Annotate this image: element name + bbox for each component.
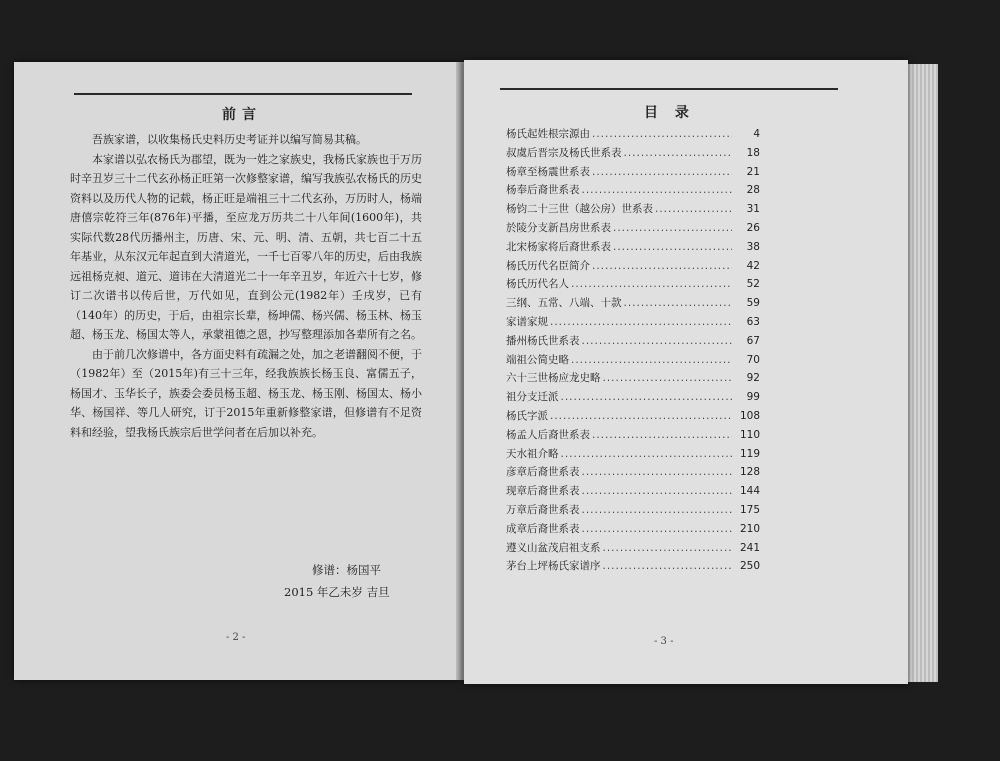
toc-entry-title: 现章后裔世系表 bbox=[506, 485, 580, 498]
toc-leader-dots bbox=[550, 410, 732, 422]
toc-entry bbox=[506, 446, 760, 465]
toc-entry-title: 万章后裔世系表 bbox=[506, 503, 580, 516]
toc-entry-page: 119 bbox=[739, 447, 760, 460]
toc-entry-page: 250 bbox=[739, 560, 760, 573]
toc-entry bbox=[506, 295, 760, 314]
toc-entry bbox=[506, 220, 760, 239]
toc-entry-page: 175 bbox=[739, 503, 760, 516]
toc-entry bbox=[506, 352, 760, 371]
toc-entry-page: 4 bbox=[753, 128, 760, 140]
toc-entry bbox=[506, 389, 760, 408]
toc-entry bbox=[506, 427, 760, 446]
toc-entry-title: 家谱家规 bbox=[506, 315, 548, 328]
toc-leader-dots bbox=[582, 485, 733, 497]
toc-entry bbox=[506, 408, 760, 427]
toc-entry-page: 70 bbox=[746, 353, 760, 366]
toc-entry bbox=[506, 540, 760, 559]
page-title: 目 录 bbox=[644, 105, 695, 121]
toc-entry-page: 18 bbox=[746, 146, 760, 159]
toc-leader-dots bbox=[655, 203, 732, 215]
toc-entry-title: 北宋杨家将后裔世系表 bbox=[506, 240, 611, 253]
toc-entry bbox=[506, 502, 760, 521]
toc-entry bbox=[506, 145, 760, 164]
toc-entry bbox=[506, 464, 760, 483]
toc-entry bbox=[506, 182, 760, 201]
toc-leader-dots bbox=[603, 560, 733, 572]
toc-entry-page: 241 bbox=[739, 541, 760, 554]
toc-entry-title: 杨孟人后裔世系表 bbox=[506, 428, 590, 441]
toc-entry-page: 108 bbox=[739, 409, 760, 422]
header-rule bbox=[500, 88, 838, 90]
toc-leader-dots bbox=[571, 354, 732, 366]
toc-entry-title: 三纲、五常、八端、十款 bbox=[506, 297, 622, 310]
toc-leader-dots bbox=[603, 372, 733, 384]
toc-leader-dots bbox=[582, 335, 733, 347]
table-of-contents bbox=[506, 126, 760, 577]
toc-entry-page: 42 bbox=[746, 259, 760, 272]
toc-entry-page: 92 bbox=[746, 372, 760, 385]
page-edges bbox=[904, 64, 938, 682]
toc-entry-page: 210 bbox=[739, 522, 760, 535]
paragraph: 由于前几次修谱中，各方面史料有疏漏之处，加之老谱翻阅不便，于（1982年）至（2015年)有三十三年，经我族族长杨玉良、富儒五子，杨国才、玉华长子，族委会委员杨玉超、杨玉龙、杨玉刚、杨国太、杨小华、杨国祥、等几人研究，订于2015年重新修整家谱，但修谱有不足资料和经验，望我杨氏族宗后世学问者在后加以补充。 bbox=[70, 347, 422, 439]
toc-entry bbox=[506, 558, 760, 577]
toc-entry-page: 144 bbox=[739, 485, 760, 498]
toc-leader-dots bbox=[592, 166, 732, 178]
left-page bbox=[14, 62, 460, 680]
toc-entry-page: 63 bbox=[746, 315, 760, 328]
toc-leader-dots bbox=[582, 466, 733, 478]
toc-entry-page: 21 bbox=[746, 165, 760, 178]
page-number: - 2 - bbox=[226, 632, 246, 643]
header-rule bbox=[74, 93, 412, 95]
right-page bbox=[464, 60, 908, 684]
toc-entry bbox=[506, 521, 760, 540]
page-number: - 3 - bbox=[654, 636, 674, 647]
toc-entry bbox=[506, 314, 760, 333]
paragraph: 本家谱以弘农杨氏为郡望，既为一姓之家族史，我杨氏家族也于万历时辛丑岁三十二代玄孙杨正旺第一次修整家谱，编写我族弘农杨氏的历史资料以及历代人物的记载，杨正旺是端祖三十二代玄孙，万历时人，杨端唐僖宗乾符三年(876年)平播，至应龙万历共二十八年间(1600年)，共实际代数28代历播州主，历唐、宋、元、明、清、五朝，共七百二十五年基业，从东汉元年起直到大清道光，一千七百零八年的历史，后由我族远祖杨克昶、道元、道讳在大清道光二十一年辛丑岁，年近六十七岁，修订二次谱书以传后世，万代如见，直到公元(1982年）壬戌岁，已有（140年）的历史，于后，由祖宗长辈，杨坤儒、杨兴儒、杨玉林、杨玉超、杨玉龙、杨国太等人，承蒙祖德之恩，抄写整理添加各辈所有之名。 bbox=[70, 152, 422, 341]
toc-entry-title: 六十三世杨应龙史略 bbox=[506, 372, 601, 385]
signature: 修谱：杨国平 bbox=[312, 563, 381, 577]
toc-entry-title: 杨奉后裔世系表 bbox=[506, 184, 580, 197]
toc-entry bbox=[506, 126, 760, 145]
toc-entry-title: 端祖公简史略 bbox=[506, 353, 569, 366]
toc-entry bbox=[506, 483, 760, 502]
page-title: 前言 bbox=[222, 107, 262, 123]
toc-entry bbox=[506, 239, 760, 258]
toc-entry bbox=[506, 164, 760, 183]
toc-leader-dots bbox=[624, 297, 733, 309]
toc-entry-page: 128 bbox=[739, 466, 760, 479]
toc-leader-dots bbox=[592, 128, 732, 140]
toc-leader-dots bbox=[561, 391, 733, 403]
toc-entry-title: 彦章后裔世系表 bbox=[506, 466, 580, 479]
toc-leader-dots bbox=[613, 241, 732, 253]
toc-entry-title: 杨钧二十三世（越公房）世系表 bbox=[506, 203, 653, 216]
toc-leader-dots bbox=[582, 504, 733, 516]
toc-leader-dots bbox=[613, 222, 732, 234]
toc-leader-dots bbox=[592, 260, 732, 272]
toc-entry-page: 38 bbox=[746, 240, 760, 253]
toc-entry-title: 天水祖介略 bbox=[506, 447, 559, 460]
toc-entry bbox=[506, 276, 760, 295]
toc-entry-title: 杨氏历代名人 bbox=[506, 278, 569, 291]
toc-entry-title: 成章后裔世系表 bbox=[506, 522, 580, 535]
toc-leader-dots bbox=[603, 542, 733, 554]
toc-leader-dots bbox=[571, 278, 732, 290]
toc-entry bbox=[506, 370, 760, 389]
toc-entry-title: 叔虞后晋宗及杨氏世系表 bbox=[506, 146, 622, 159]
toc-entry-title: 杨氏字派 bbox=[506, 409, 548, 422]
toc-entry-title: 杨氏起姓根宗源由 bbox=[506, 128, 590, 140]
toc-entry-title: 祖分支迁派 bbox=[506, 391, 559, 404]
toc-entry-page: 31 bbox=[746, 203, 760, 216]
date-line: 2015 年乙未岁 吉旦 bbox=[284, 585, 390, 599]
toc-entry-page: 52 bbox=[746, 278, 760, 291]
toc-entry bbox=[506, 201, 760, 220]
toc-leader-dots bbox=[550, 316, 732, 328]
toc-entry-title: 杨章至杨震世系表 bbox=[506, 165, 590, 178]
toc-entry-page: 99 bbox=[746, 391, 760, 404]
toc-entry-title: 於陵分支新昌房世系表 bbox=[506, 221, 611, 234]
toc-entry bbox=[506, 333, 760, 352]
toc-entry-page: 26 bbox=[746, 221, 760, 234]
toc-leader-dots bbox=[592, 429, 732, 441]
preface-body bbox=[70, 130, 422, 442]
toc-leader-dots bbox=[582, 184, 733, 196]
paragraph: 吾族家谱，以收集杨氏史料历史考证并以编写简易其稿。 bbox=[92, 133, 367, 146]
toc-leader-dots bbox=[624, 147, 733, 159]
toc-entry-page: 28 bbox=[746, 184, 760, 197]
toc-leader-dots bbox=[561, 448, 733, 460]
toc-entry bbox=[506, 258, 760, 277]
toc-entry-page: 59 bbox=[746, 297, 760, 310]
toc-leader-dots bbox=[582, 523, 733, 535]
toc-entry-title: 遵义山盆茂启祖支系 bbox=[506, 541, 601, 554]
toc-entry-title: 杨氏历代名臣简介 bbox=[506, 259, 590, 272]
toc-entry-page: 110 bbox=[739, 428, 760, 441]
toc-entry-title: 播州杨氏世系表 bbox=[506, 334, 580, 347]
toc-entry-title: 茅台上坪杨氏家谱序 bbox=[506, 560, 601, 573]
toc-entry-page: 67 bbox=[746, 334, 760, 347]
